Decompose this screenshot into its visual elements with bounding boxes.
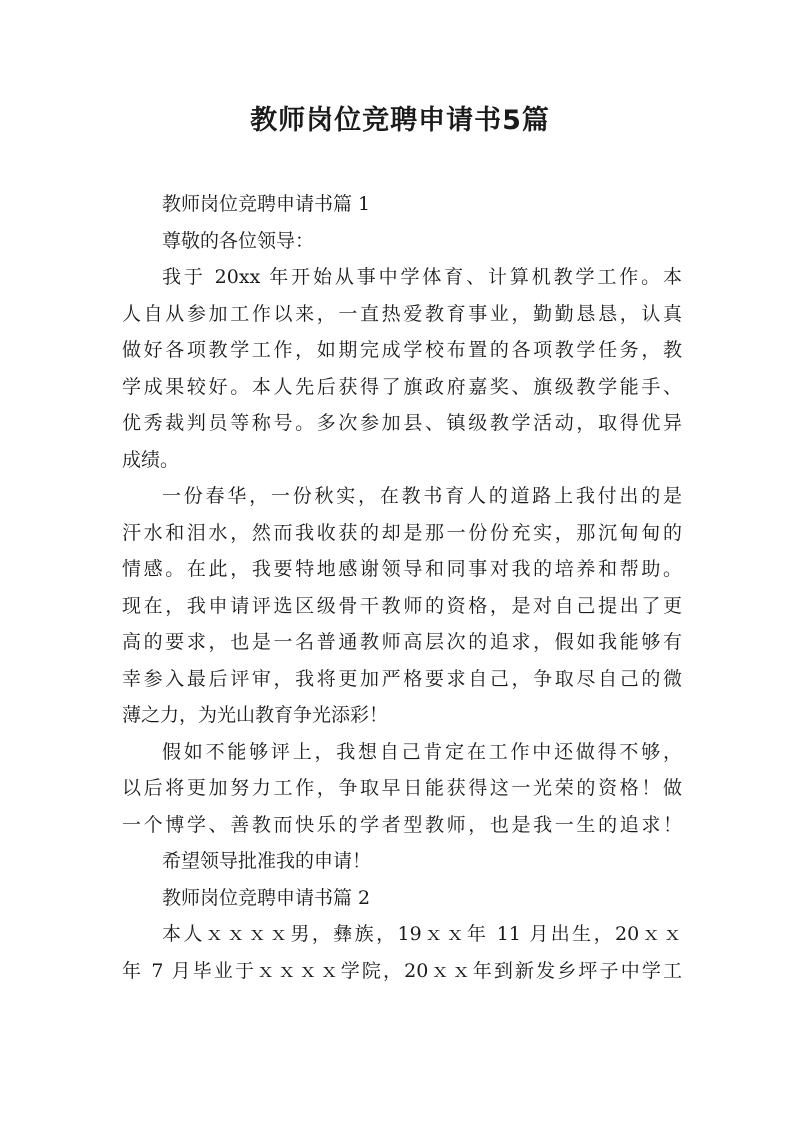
text-line: 现在，我申请评选区级骨干教师的资格，是对自己提出了更 xyxy=(122,594,682,617)
text-line: 教师岗位竞聘申请书篇 1 xyxy=(162,193,371,215)
text-line: 我于 20xx 年开始从事中学体育、计算机教学工作。本 xyxy=(162,266,682,288)
text-line: 学成果较好。本人先后获得了旗政府嘉奖、旗级教学能手、 xyxy=(122,375,682,398)
text-line: 尊敬的各位领导： xyxy=(162,229,315,252)
text-line: 教师岗位竞聘申请书篇 2 xyxy=(162,886,371,909)
text-line: 优秀裁判员等称号。多次参加县、镇级教学活动，取得优异 xyxy=(122,412,682,434)
text-line: 成绩。 xyxy=(122,448,180,471)
text-line: 一个博学、善教而快乐的学者型教师，也是我一生的追求！ xyxy=(122,813,682,836)
text-line: 做好各项教学工作，如期完成学校布置的各项教学任务，教 xyxy=(122,339,682,361)
document-body xyxy=(122,186,682,989)
text-line: 一份春华，一份秋实，在教书育人的道路上我付出的是 xyxy=(162,485,682,507)
text-line: 假如不能够评上，我想自己肯定在工作中还做得不够， xyxy=(162,740,682,763)
text-line: 幸参入最后评审，我将更加严格要求自己，争取尽自己的微 xyxy=(122,667,682,690)
text-line: 高的要求，也是一名普通教师高层次的追求，假如我能够有 xyxy=(122,631,682,653)
text-line: 本人ｘｘｘｘ男，彝族，19ｘｘ年 11 月出生，20ｘｘ xyxy=(162,923,682,945)
text-line: 希望领导批准我的申请！ xyxy=(162,850,372,872)
text-line: 人自从参加工作以来，一直热爱教育事业，勤勤恳恳，认真 xyxy=(122,302,682,325)
text-line: 薄之力，为光山教育争光添彩！ xyxy=(122,704,389,726)
text-line: 年 7 月毕业于ｘｘｘｘ学院，20ｘｘ年到新发乡坪子中学工 xyxy=(122,959,682,982)
text-line: 汗水和泪水，然而我收获的却是那一份份充实，那沉甸甸的 xyxy=(122,521,682,544)
text-line: 以后将更加努力工作，争取早日能获得这一光荣的资格！做 xyxy=(122,777,682,799)
text-line: 情感。在此，我要特地感谢领导和同事对我的培养和帮助。 xyxy=(122,558,682,580)
document-title: 教师岗位竞聘申请书5篇 xyxy=(250,105,550,136)
